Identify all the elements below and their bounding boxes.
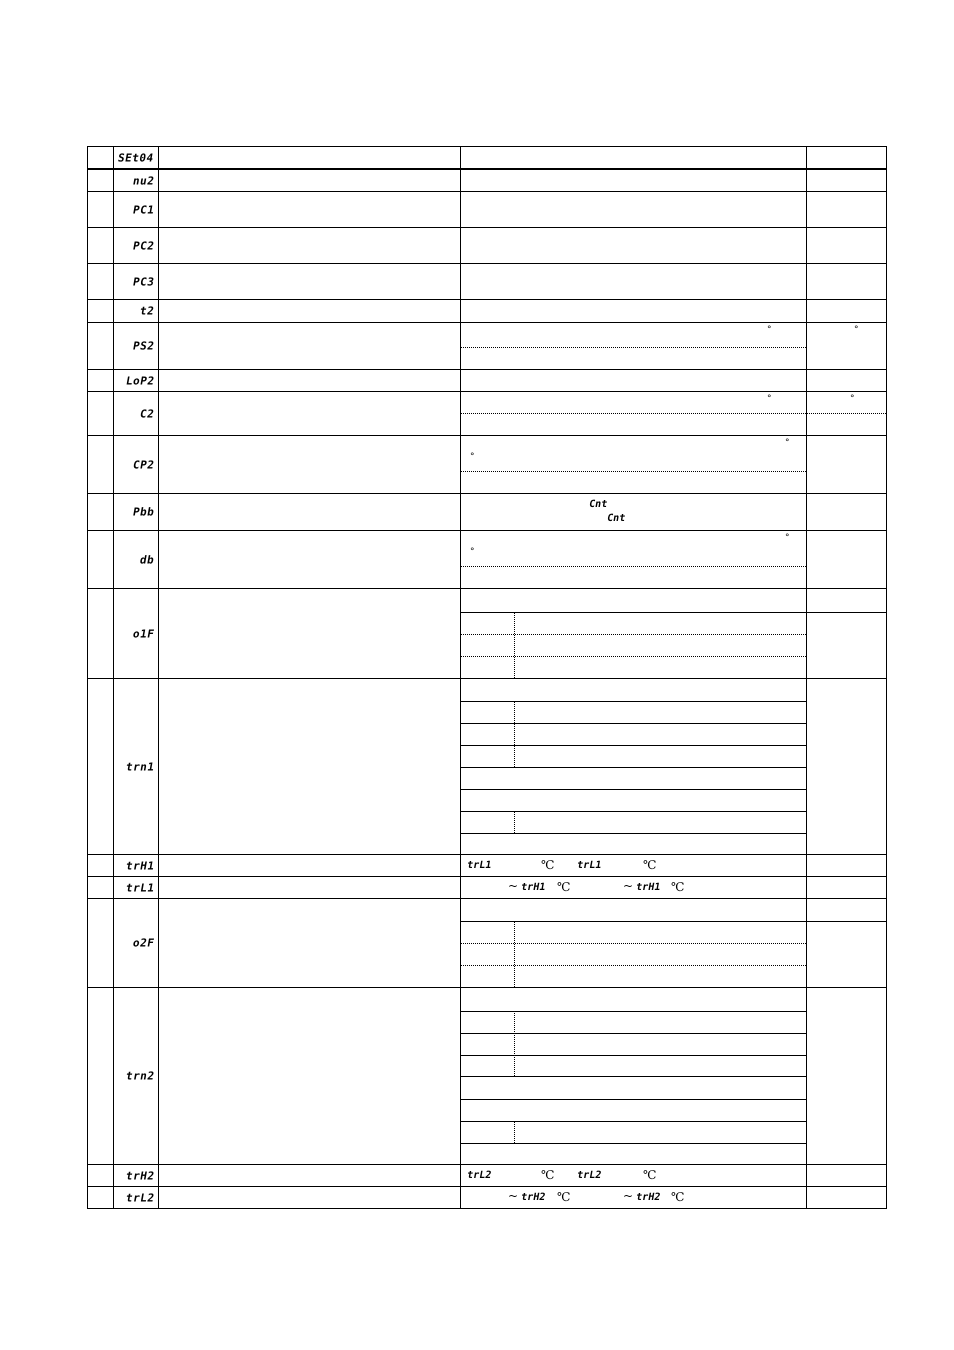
range-cell (461, 589, 807, 678)
row-divider (461, 701, 806, 702)
table-row (87, 263, 887, 300)
row-divider (461, 347, 806, 348)
table-row (87, 1186, 887, 1209)
name-cell (159, 1187, 461, 1208)
degree-mark: ° (767, 394, 772, 404)
index-cell (88, 228, 114, 263)
range-ref-code: trH1 (635, 882, 662, 893)
parameter-code: CP2 (131, 458, 156, 471)
index-cell (88, 170, 114, 191)
row-divider (461, 471, 806, 472)
parameter-code: PC2 (131, 239, 156, 252)
name-cell (159, 531, 461, 588)
table-row (87, 299, 887, 323)
code-cell (114, 531, 159, 588)
index-cell (88, 147, 114, 168)
name-cell (159, 855, 461, 876)
range-cell (461, 192, 807, 227)
index-cell (88, 877, 114, 898)
column-divider (514, 811, 515, 833)
range-cell (461, 436, 807, 493)
range-cell (461, 679, 807, 854)
range-ref-code: trH1 (520, 882, 547, 893)
degree-mark: ° (767, 325, 772, 335)
degree-mark: ° (854, 325, 859, 335)
range-cell (461, 264, 807, 299)
code-cell (114, 988, 159, 1164)
default-cell (807, 228, 886, 263)
name-cell (159, 147, 461, 168)
range-cell (461, 531, 807, 588)
range-cell (461, 988, 807, 1164)
default-cell (807, 531, 886, 588)
code-cell (114, 300, 159, 322)
degree-mark: ° (470, 452, 475, 462)
row-divider (461, 1121, 806, 1122)
range-cell (461, 228, 807, 263)
row-divider (461, 1055, 806, 1056)
range-cell (461, 855, 807, 876)
name-cell (159, 392, 461, 435)
name-cell (159, 170, 461, 191)
range-cell (461, 170, 807, 191)
name-cell (159, 264, 461, 299)
column-divider (514, 1011, 515, 1076)
range-ref-code: trL1 (466, 860, 493, 871)
range-cell (461, 147, 807, 168)
default-cell (807, 323, 886, 369)
code-cell (114, 264, 159, 299)
range-cell (461, 494, 807, 530)
row-divider (461, 1011, 806, 1012)
name-cell (159, 228, 461, 263)
default-cell (807, 170, 886, 191)
degree-mark: ° (470, 547, 475, 557)
tilde-mark: ~ (508, 1189, 519, 1203)
range-ref-code: trH2 (635, 1192, 662, 1203)
parameter-code: trL2 (124, 1191, 156, 1204)
parameter-code: C2 (138, 407, 156, 420)
name-cell (159, 899, 461, 987)
index-cell (88, 589, 114, 678)
code-cell (114, 679, 159, 854)
table-row (87, 227, 887, 264)
default-cell (807, 370, 886, 391)
code-cell (114, 436, 159, 493)
code-cell (114, 899, 159, 987)
celsius-unit: ℃ (643, 1168, 657, 1182)
column-divider (514, 701, 515, 767)
parameter-code: SEt04 (117, 151, 156, 164)
range-cell (461, 899, 807, 987)
range-ref-code: trL2 (576, 1170, 603, 1181)
table-row (87, 898, 887, 988)
table-row (87, 530, 887, 589)
default-cell (807, 855, 886, 876)
parameter-code: trn1 (124, 760, 156, 773)
row-divider (461, 1076, 806, 1077)
index-cell (88, 855, 114, 876)
row-divider (461, 656, 806, 657)
degree-mark: ° (850, 394, 855, 404)
cnt-code: Cnt (588, 499, 609, 510)
index-cell (88, 531, 114, 588)
column-divider (514, 1121, 515, 1143)
table-row (87, 1164, 887, 1187)
parameter-code: trL1 (124, 881, 156, 894)
default-cell (807, 589, 886, 678)
default-cell (807, 494, 886, 530)
parameter-code: PC1 (131, 203, 156, 216)
table-row (87, 322, 887, 370)
index-cell (88, 899, 114, 987)
degree-mark: ° (785, 533, 790, 543)
parameter-code: o1F (131, 627, 156, 640)
default-cell (807, 679, 886, 854)
index-cell (88, 988, 114, 1164)
table-row (87, 369, 887, 392)
name-cell (159, 877, 461, 898)
parameter-code: Pbb (131, 505, 156, 519)
row-divider (461, 634, 806, 635)
tilde-mark: ~ (508, 879, 519, 893)
row-divider (461, 723, 806, 724)
celsius-unit: ℃ (557, 880, 571, 894)
tilde-mark: ~ (623, 879, 634, 893)
parameter-code: PC3 (131, 275, 156, 288)
celsius-unit: ℃ (541, 1168, 555, 1182)
table-row (87, 678, 887, 855)
range-cell (461, 877, 807, 898)
code-cell (114, 1187, 159, 1208)
tilde-mark: ~ (623, 1189, 634, 1203)
code-cell (114, 147, 159, 168)
index-cell (88, 392, 114, 435)
row-divider (461, 943, 806, 944)
code-cell (114, 228, 159, 263)
range-cell (461, 370, 807, 391)
default-cell (807, 192, 886, 227)
row-divider (461, 1033, 806, 1034)
table-row (87, 146, 887, 169)
name-cell (159, 436, 461, 493)
index-cell (88, 192, 114, 227)
index-cell (88, 494, 114, 530)
celsius-unit: ℃ (557, 1190, 571, 1204)
parameter-code: trH2 (124, 1169, 156, 1182)
default-cell (807, 436, 886, 493)
celsius-unit: ℃ (541, 858, 555, 872)
range-ref-code: trH2 (520, 1192, 547, 1203)
default-cell (807, 264, 886, 299)
column-divider (514, 612, 515, 678)
column-divider (514, 921, 515, 987)
name-cell (159, 679, 461, 854)
cnt-code: Cnt (606, 513, 627, 524)
name-cell (159, 494, 461, 530)
range-ref-code: trL2 (466, 1170, 493, 1181)
row-divider (461, 965, 806, 966)
name-cell (159, 988, 461, 1164)
row-divider (461, 811, 806, 812)
table-row (87, 435, 887, 494)
range-ref-code: trL1 (576, 860, 603, 871)
code-cell (114, 170, 159, 191)
code-cell (114, 1165, 159, 1186)
table-row (87, 876, 887, 899)
default-cell (807, 147, 886, 168)
parameter-code: o2F (131, 936, 156, 950)
name-cell (159, 323, 461, 369)
parameter-code: LoP2 (124, 374, 156, 387)
row-divider (461, 767, 806, 768)
index-cell (88, 1165, 114, 1186)
parameter-code: t2 (138, 304, 156, 318)
row-divider (461, 1099, 806, 1100)
table-row (87, 169, 887, 192)
index-cell (88, 679, 114, 854)
row-divider (461, 745, 806, 746)
index-cell (88, 1187, 114, 1208)
range-cell (461, 1165, 807, 1186)
range-cell (461, 323, 859, 369)
parameter-code: nu2 (131, 174, 156, 187)
row-divider (461, 789, 806, 790)
row-divider (461, 921, 886, 922)
celsius-unit: ℃ (643, 858, 657, 872)
parameter-code: PS2 (131, 339, 156, 353)
default-cell (807, 1165, 886, 1186)
index-cell (88, 436, 114, 493)
row-divider (461, 833, 806, 834)
name-cell (159, 192, 461, 227)
parameter-code: trn2 (124, 1069, 156, 1083)
code-cell (114, 855, 159, 876)
table-row (87, 391, 887, 436)
parameter-code: db (138, 553, 156, 566)
code-cell (114, 392, 159, 435)
row-divider (461, 612, 886, 613)
celsius-unit: ℃ (671, 1190, 685, 1204)
index-cell (88, 370, 114, 391)
table-row (87, 854, 887, 877)
default-cell (807, 899, 886, 987)
celsius-unit: ℃ (671, 880, 685, 894)
name-cell (159, 589, 461, 678)
default-cell (807, 1187, 886, 1208)
code-cell (114, 494, 159, 530)
index-cell (88, 323, 114, 369)
index-cell (88, 264, 114, 299)
parameter-code: trH1 (124, 859, 156, 872)
code-cell (114, 877, 159, 898)
table-row (87, 191, 887, 228)
code-cell (114, 589, 159, 678)
range-cell (461, 1187, 807, 1208)
code-cell (114, 323, 159, 369)
row-divider (461, 1143, 806, 1144)
name-cell (159, 1165, 461, 1186)
code-cell (114, 192, 159, 227)
range-cell (461, 300, 807, 322)
code-cell (114, 370, 159, 391)
default-cell (807, 300, 886, 322)
row-divider (461, 413, 886, 414)
row-divider (461, 566, 806, 567)
default-cell (807, 877, 886, 898)
table-row (87, 588, 887, 679)
degree-mark: ° (785, 438, 790, 448)
default-cell (807, 988, 886, 1164)
name-cell (159, 370, 461, 391)
table-row (87, 987, 887, 1165)
name-cell (159, 300, 461, 322)
index-cell (88, 300, 114, 322)
table-row (87, 493, 887, 531)
